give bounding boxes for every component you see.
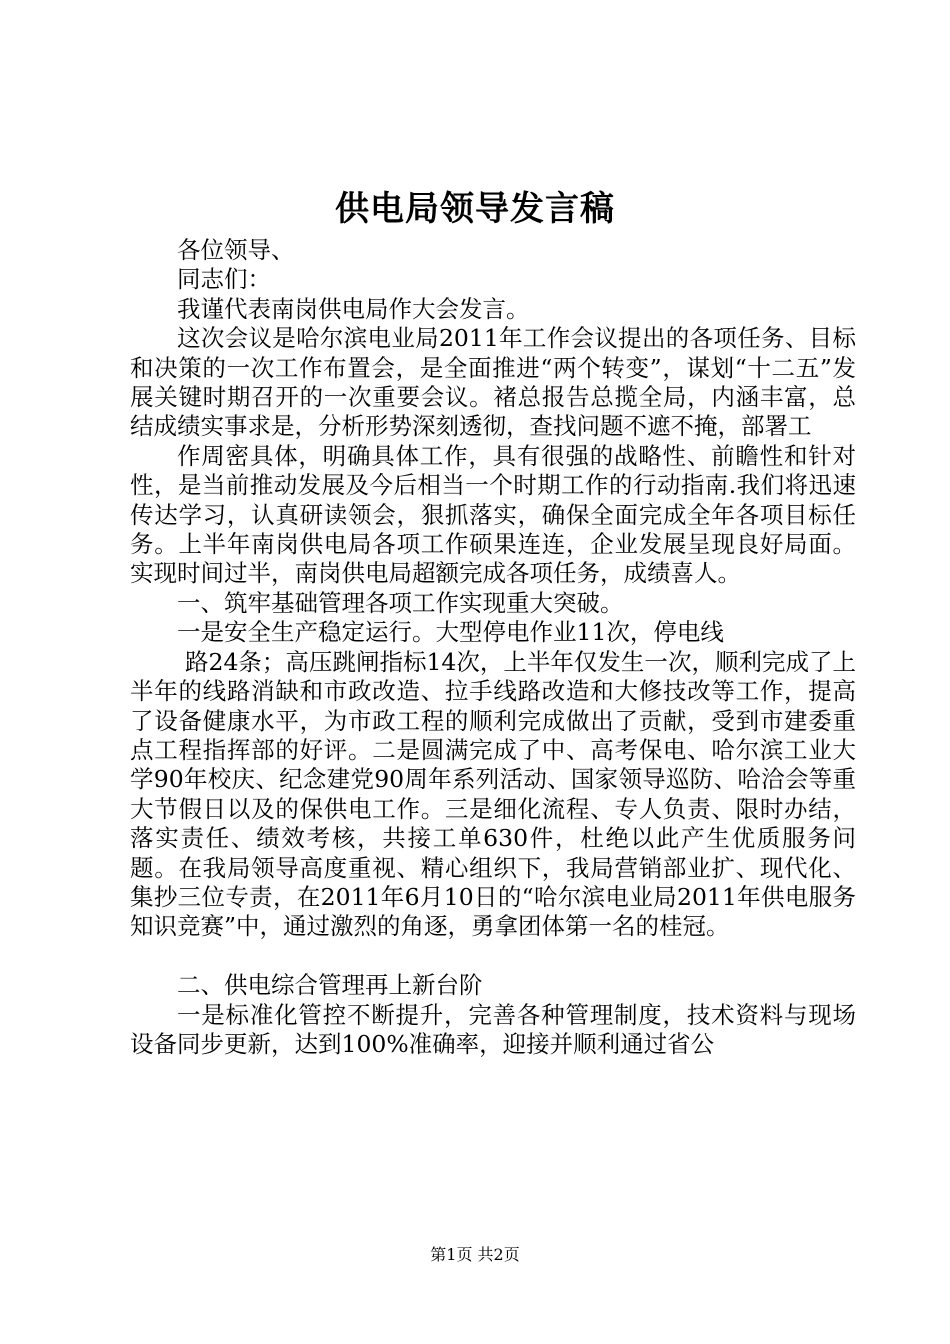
page-number: 第1页 共2页	[430, 1245, 520, 1264]
paragraph-safety: 一是安全生产稳定运行。大型停电作业11次，停电线	[177, 618, 724, 647]
paragraph-salutation-2: 同志们：	[177, 265, 271, 294]
document-title: 供电局领导发言稿	[335, 189, 615, 229]
paragraph-meeting-summary: 这次会议是哈尔滨电业局2011年工作会议提出的各项任务、目标和决策的一次工作布置会，是全面推进“两个转变”，谋划“十二五”发展关键时期召开的一次重要会议。褚总报告总揽全局，内涵丰富，总结成绩实事求是，分析形势深刻透彻，查找问题不遮不掩，部署工	[130, 324, 856, 441]
paragraph-standardization: 一是标准化管控不断提升，完善各种管理制度，技术资料与现场设备同步更新，达到100%准确率，迎接并顺利通过省公	[130, 1000, 856, 1058]
document-body	[130, 236, 856, 1059]
section-heading-1: 一、筑牢基础管理各项工作实现重大突破。	[177, 588, 624, 617]
section-heading-2: 二、供电综合管理再上新台阶	[177, 971, 483, 1000]
paragraph-salutation-1: 各位领导、	[177, 236, 295, 264]
paragraph-safety-details: 路24条；高压跳闸指标14次，上半年仅发生一次，顺利完成了上半年的线路消缺和市政改造、拉手线路改造和大修技改等工作，提高了设备健康水平，为市政工程的顺利完成做出了贡献，受到市建委重点工程指挥部的好评。二是圆满完成了中、高考保电、哈尔滨工业大学90年校庆、纪念建党90周年系列活动、国家领导巡防、哈洽会等重大节假日以及的保供电工作。三是细化流程、专人负责、限时办结，落实责任、绩效考核，共接工单630件，杜绝以此产生优质服务问题。在我局领导高度重视、精心组织下，我局营销部业扩、现代化、集抄三位专责，在2011年6月10日的“哈尔滨电业局2011年供电服务知识竞赛”中，通过激烈的角逐，勇拿团体第一名的桂冠。	[130, 647, 856, 941]
paragraph-opening: 我谨代表南岗供电局作大会发言。	[177, 294, 530, 323]
paragraph-achievements: 作周密具体，明确具体工作，具有很强的战略性、前瞻性和针对性，是当前推动发展及今后相当一个时期工作的行动指南.我们将迅速传达学习，认真研读领会，狠抓落实，确保全面完成全年各项目标任务。上半年南岗供电局各项工作硕果连连，企业发展呈现良好局面。实现时间过半，南岗供电局超额完成各项任务，成绩喜人。	[130, 441, 856, 588]
